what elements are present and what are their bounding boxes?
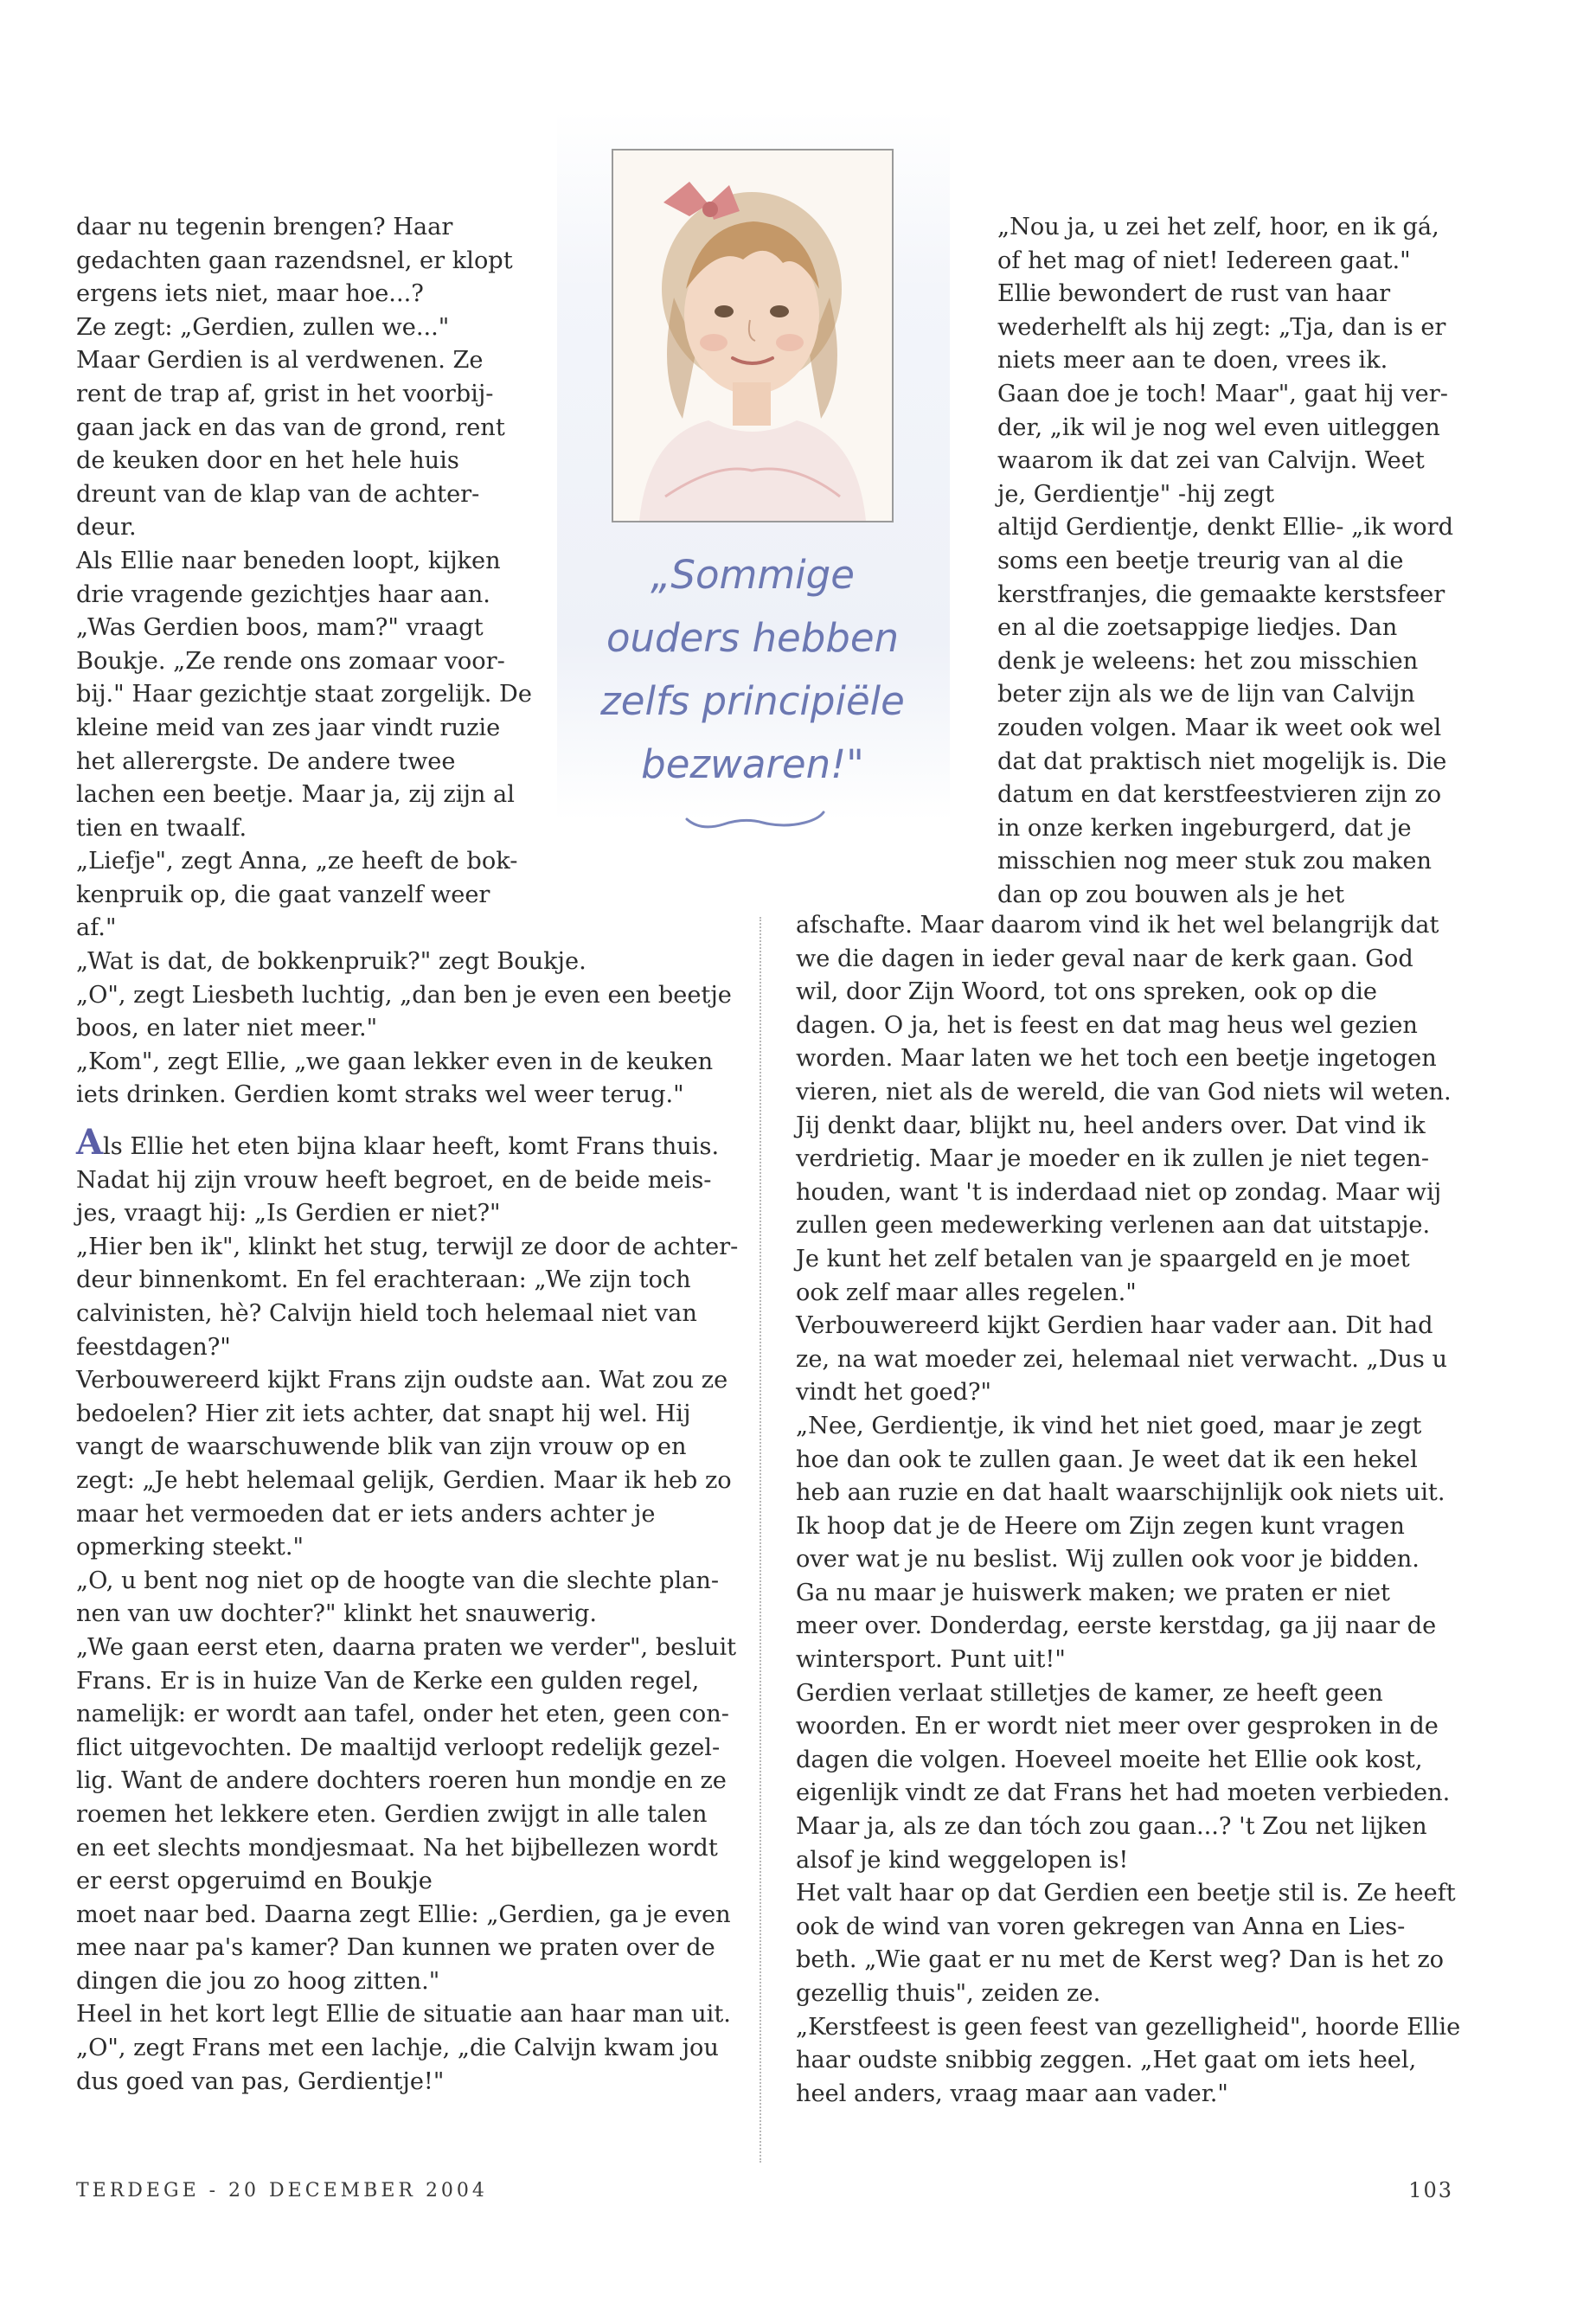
pull-quote: „Sommige ouders hebben zelfs principiële bezwaren!"	[600, 552, 905, 787]
right-main-column	[796, 909, 1479, 2111]
paragraph: „Liefje", zegt Anna, „ze heeft de bok- kenpruik op, die gaat vanzelf weer af."	[76, 848, 518, 942]
publication-footer: TERDEGE - 20 DECEMBER 2004	[76, 2180, 488, 2202]
dropcap-paragraph	[76, 1122, 751, 1231]
right-top-column	[997, 211, 1465, 912]
paragraph: „Was Gerdien boos, mam?" vraagt Boukje. „Ze rende ons zomaar voor- bij." Haar gezichtje staat zorgelijk. De kleine meid van zes jaar vindt ruzie het allerergste. De andere twee lachen een beetje. Maar ja, zij zijn al tien en twaalf.	[76, 614, 532, 842]
column-divider	[760, 917, 761, 2163]
paragraph: daar nu tegenin brengen? Haar gedachten gaan razendsnel, er klopt ergens iets niet, maar hoe...?	[76, 214, 513, 308]
paragraph: afschafte. Maar daarom vind ik het wel belangrijk dat we die dagen in ieder geval naar de kerk gaan. God wil, door Zijn Woord, tot ons spreken, ook op die dagen. O ja, het is feest en dat mag heus wel gezien worden. Maar laten we het toch een beetje ingetogen vieren, niet als de wereld, die van God niets wil weten. Jij denkt daar, blijkt nu, heel anders over. Dat vind ik verdrietig. Maar je moeder en ik zullen je niet tegen- houden, want 't is inderdaad niet op zondag. Maar wij zullen geen medewerking verlenen aan dat uitstapje. Je kunt het zelf betalen van je spaargeld en je moet ook zelf maar alles regelen."	[796, 912, 1452, 1306]
paragraph: „Wat is dat, de bokkenpruik?" zegt Boukje.	[76, 948, 586, 976]
paragraph: „We gaan eerst eten, daarna praten we verder", besluit Frans. Er is in huize Van de Kerke een gulden regel, namelijk: er wordt aan tafel, onder het eten, geen con- flict uitgevochten. De maaltijd verloopt redelijk gezel- lig. Want de andere dochters roeren hun mondje en ze roemen het lekkere eten. Gerdien zwijgt in alle talen en eet slechts mondjesmaat. Na het bijbellezen wordt er eerst opgeruimd en Boukje moet naar bed. Daarna zegt Ellie: „Gerdien, ga je even mee naar pa's kamer? Dan kunnen we praten over de dingen die jou zo hoog zitten."	[76, 1633, 737, 1995]
paragraph: „Kom", zegt Ellie, „we gaan lekker even in de keuken iets drinken. Gerdien komt straks wel weer terug."	[76, 1048, 714, 1109]
paragraph: „Nee, Gerdientje, ik vind het niet goed, maar je zegt hoe dan ook te zullen gaan. Je weet dat ik een hekel heb aan ruzie en dat haalt waarschijnlijk ook niets uit. Ik hoop dat je de Heere om Zijn zegen kunt vragen over wat je nu beslist. Wij zullen ook voor je bidden. Ga nu maar je huiswerk maken; we praten er niet meer over. Donderdag, eerste kerstdag, ga jij naar de wintersport. Punt uit!"	[796, 1412, 1445, 1674]
paragraph: „Nou ja, u zei het zelf, hoor, en ik gá, of het mag of niet! Iedereen gaat."	[997, 214, 1439, 274]
dropcap-letter: A	[76, 1122, 104, 1163]
paragraph: „O", zegt Frans met een lachje, „die Calvijn kwam jou dus goed van pas, Gerdientje!"	[76, 2035, 719, 2095]
dropcap-paragraph-text: ls Ellie het eten bijna klaar heeft, komt Frans thuis. Nadat hij zijn vrouw heeft begroet, en de beide meis- jes, vraagt hij: „Is Gerdien er niet?"	[76, 1133, 720, 1227]
paragraph: Als Ellie naar beneden loopt, kijken drie vragende gezichtjes haar aan.	[76, 547, 501, 608]
paragraph: „Hier ben ik", klinkt het stug, terwijl ze door de achter- deur binnenkomt. En fel erachteraan: „We zijn toch calvinisten, hè? Calvijn hield toch helemaal niet van feestdagen?"	[76, 1233, 739, 1361]
left-column	[76, 211, 751, 2099]
page-number: 103	[1408, 2178, 1453, 2202]
paragraph: „Kerstfeest is geen feest van gezelligheid", hoorde Ellie haar oudste snibbig zeggen. „Het gaat om iets heel, heel anders, vraag maar aan vader."	[796, 2013, 1461, 2107]
paragraph: Verbouwereerd kijkt Gerdien haar vader aan. Dit had ze, na wat moeder zei, helemaal niet verwacht. „Dus u vindt het goed?"	[796, 1312, 1448, 1407]
paragraph: „O, u bent nog niet op de hoogte van die slechte plan- nen van uw dochter?" klinkt het snauwerig.	[76, 1567, 720, 1628]
paragraph: Maar Gerdien is al verdwenen. Ze rent de trap af, grist in het voorbij- gaan jack en das van de grond, rent de keuken door en het hele huis dreunt van de klap van de achter- deur.	[76, 347, 505, 542]
paragraph: Verbouwereerd kijkt Frans zijn oudste aan. Wat zou ze bedoelen? Hier zit iets achter, dat snapt hij wel. Hij vangt de waarschuwende blik van zijn vrouw op en zegt: „Je hebt helemaal gelijk, Gerdien. Maar ik heb zo maar het vermoeden dat er iets anders achter je opmerking steekt."	[76, 1367, 732, 1561]
paragraph: Het valt haar op dat Gerdien een beetje stil is. Ze heeft ook de wind van voren gekregen van Anna en Lies- beth. „Wie gaat er nu met de Kerst weg? Dan is het zo gezellig thuis", zeiden ze.	[796, 1880, 1456, 2007]
paragraph: Heel in het kort legt Ellie de situatie aan haar man uit.	[76, 2001, 731, 2029]
paragraph: Ellie bewondert de rust van haar wederhelft als hij zegt: „Tja, dan is er niets meer aan te doen, vrees ik. Gaan doe je toch! Maar", gaat hij ver- der, „ik wil je nog wel even uitleggen waarom ik dat zei van Calvijn. Weet je, Gerdientje" -hij zegt altijd Gerdientje, denkt Ellie- „ik word soms een beetje treurig van al die kerstfranjes, die gemaakte kerstsfeer en al die zoetsappige liedjes. Dan denk je weleens: het zou misschien beter zijn als we de lijn van Calvijn zouden volgen. Maar ik weet ook wel dat dat praktisch niet mogelijk is. Die datum en dat kerstfeestvieren zijn zo in onze kerken ingeburgerd, dat je misschien nog meer stuk zou maken dan op zou bouwen als je het	[997, 280, 1454, 908]
paragraph: Ze zegt: „Gerdien, zullen we..."	[76, 313, 450, 341]
paragraph: „O", zegt Liesbeth luchtig, „dan ben je even een beetje boos, en later niet meer."	[76, 981, 732, 1042]
paragraph: Gerdien verlaat stilletjes de kamer, ze heeft geen woorden. En er wordt niet meer over gesproken in de dagen die volgen. Hoeveel moeite het Ellie ook kost, eigenlijk vindt ze dat Frans het had moeten verbieden. Maar ja, als ze dan tóch zou gaan...? 't Zou net lijken alsof je kind weggelopen is!	[796, 1679, 1451, 1874]
